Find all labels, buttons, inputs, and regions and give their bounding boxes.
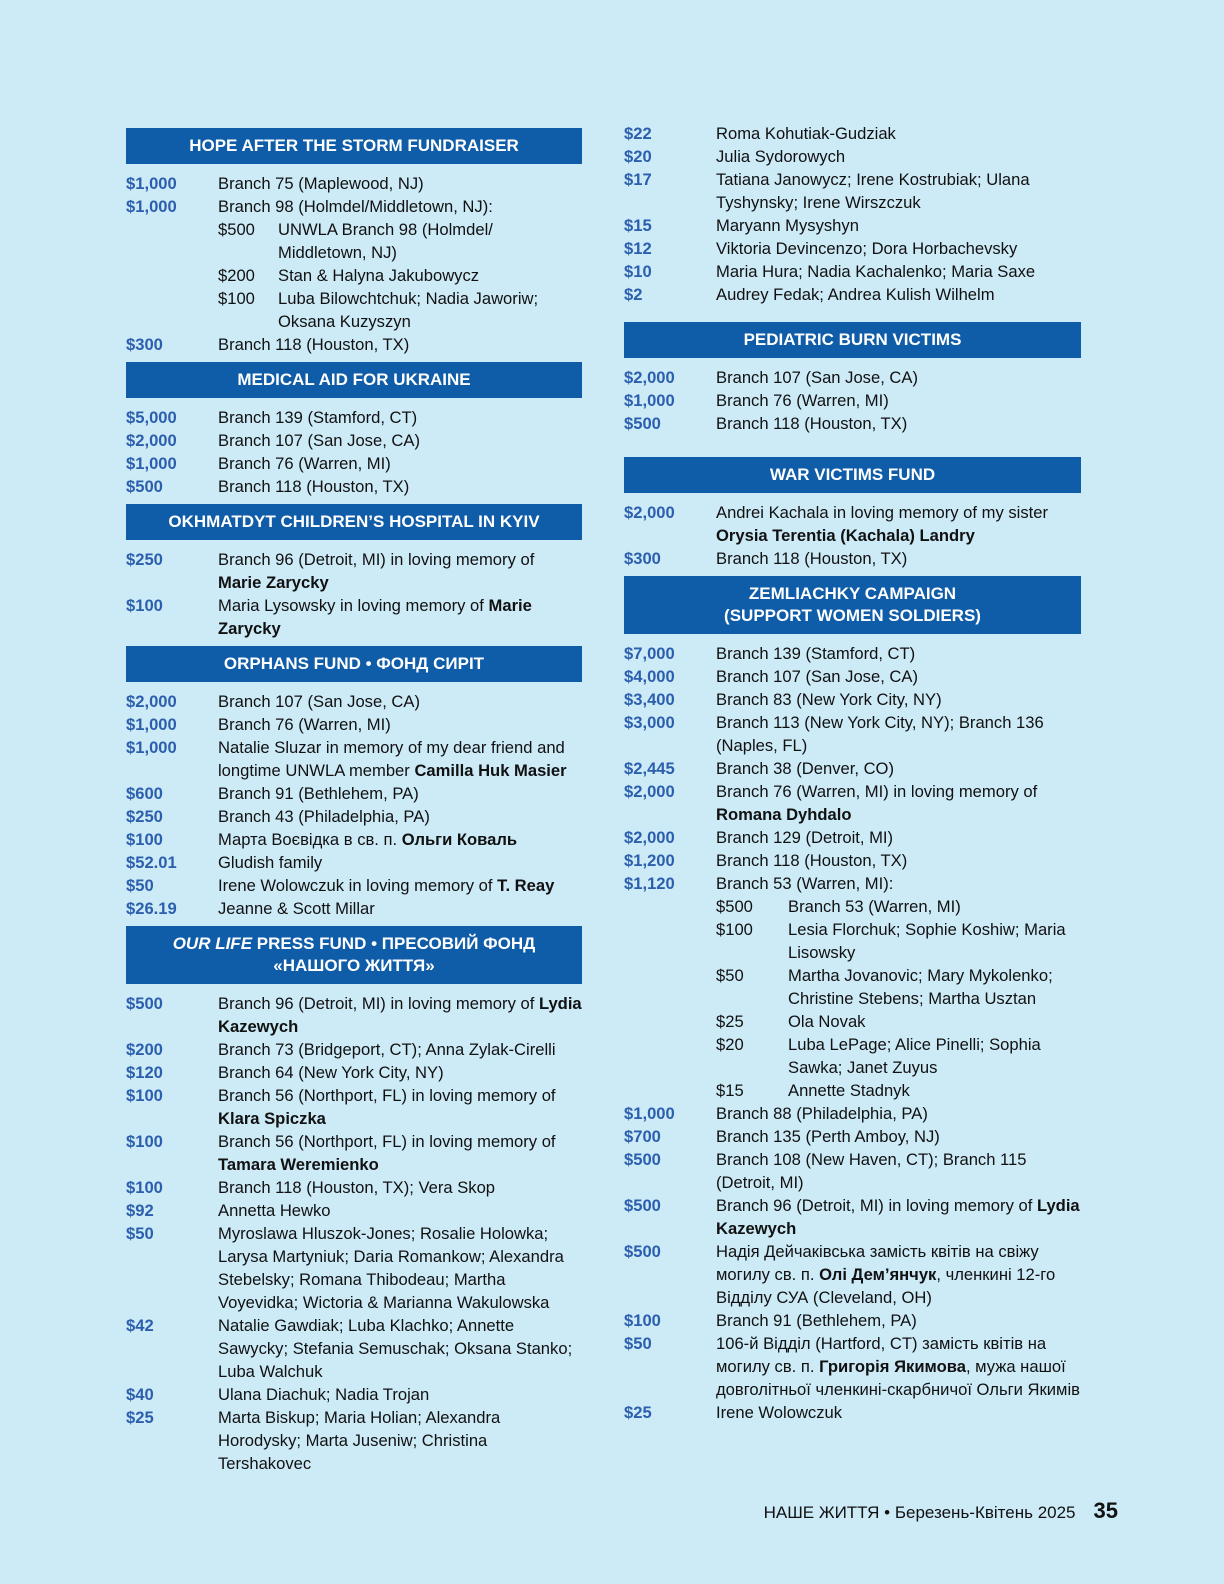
section-header-press-fund xyxy=(126,926,582,984)
list-item xyxy=(624,283,1081,306)
amount: $1,000 xyxy=(126,738,177,757)
amount: $700 xyxy=(624,1127,661,1146)
donor: Branch 98 (Holmdel/Middletown, NJ): xyxy=(218,197,493,216)
amount: $2,000 xyxy=(126,692,177,711)
amount: $200 xyxy=(126,1040,163,1059)
memorial-name: T. Reay xyxy=(497,876,555,895)
memorial-name: Олі Дем’янчук xyxy=(819,1265,937,1284)
donor: Myroslawa Hluszok-Jones; Rosalie Holowka; Larysa Martyniuk; Daria Romankow; Alexandra Stebelsky; Romana Thibodeau; Martha Voyevidka; Wictoria & Marianna Wakulowska xyxy=(218,1224,564,1312)
amount: $500 xyxy=(624,414,661,433)
list-item xyxy=(624,1309,1081,1332)
list-item xyxy=(624,711,1081,757)
amount: $500 xyxy=(126,477,163,496)
list-item xyxy=(624,122,1081,145)
list-item xyxy=(624,665,1081,688)
list-item xyxy=(126,429,582,452)
list-item xyxy=(126,1084,582,1130)
list-item xyxy=(624,872,1081,895)
list-item xyxy=(126,851,582,874)
amount: $1,000 xyxy=(624,391,675,410)
amount: $50 xyxy=(126,1224,154,1243)
list-item xyxy=(126,897,582,920)
section-title: OKHMATDYT CHILDREN’S HOSPITAL IN KYIV xyxy=(168,512,540,531)
donor: Branch 76 (Warren, MI) xyxy=(218,454,391,473)
list-item xyxy=(126,406,582,429)
section-title: PEDIATRIC BURN VICTIMS xyxy=(743,330,962,349)
amount: $1,120 xyxy=(624,874,675,893)
list-item xyxy=(624,1240,1081,1309)
donor xyxy=(218,736,582,782)
right-column xyxy=(624,122,1081,1424)
sub-donor: Luba Bilowchtchuk; Nadia Jaworiw; Oksana Kuzyszyn xyxy=(278,289,539,331)
section-header-hope xyxy=(126,128,582,164)
amount: $1,200 xyxy=(624,851,675,870)
sub-amount: $25 xyxy=(716,1012,744,1031)
amount: $100 xyxy=(126,1132,163,1151)
donor: Annetta Hewko xyxy=(218,1201,331,1220)
list-item xyxy=(624,366,1081,389)
list-item xyxy=(126,1314,582,1383)
amount: $250 xyxy=(126,807,163,826)
list-item xyxy=(624,849,1081,872)
donor xyxy=(218,1130,582,1176)
donor: Tatiana Janowycz; Irene Kostrubiak; Ulana Tyshynsky; Irene Wirszczuk xyxy=(716,170,1030,212)
memorial-name: Tamara Weremienko xyxy=(218,1155,379,1174)
donor-text: Branch 56 (Northport, FL) in loving memory of xyxy=(218,1086,556,1105)
donor-text-after: , членкині 12-го Відділу СУА (Cleveland, OH) xyxy=(716,1265,1056,1307)
donor: Jeanne & Scott Millar xyxy=(218,899,375,918)
amount: $25 xyxy=(126,1408,154,1427)
amount: $2,000 xyxy=(624,828,675,847)
footer-publication: НАШЕ ЖИТТЯ • Березень-Квітень 2025 xyxy=(763,1503,1076,1522)
amount: $4,000 xyxy=(624,667,675,686)
list-item xyxy=(624,826,1081,849)
page-number: 35 xyxy=(1093,1498,1118,1523)
amount: $1,000 xyxy=(624,1104,675,1123)
amount: $1,000 xyxy=(126,197,177,216)
list-item xyxy=(126,195,582,218)
donor xyxy=(218,828,582,851)
section-title: ORPHANS FUND • ФОНД СИРІТ xyxy=(223,654,485,673)
amount: $3,400 xyxy=(624,690,675,709)
page-footer xyxy=(764,1498,1118,1524)
donor: Branch 107 (San Jose, CA) xyxy=(218,692,420,711)
list-item xyxy=(126,172,582,195)
list-item xyxy=(126,1038,582,1061)
amount: $100 xyxy=(126,1086,163,1105)
donor-text: Maria Lysowsky in loving memory of xyxy=(218,596,484,615)
donor: Branch 113 (New York City, NY); Branch 136 (Naples, FL) xyxy=(716,713,1044,755)
sub-item xyxy=(218,264,582,287)
sub-donor: Branch 53 (Warren, MI) xyxy=(788,897,961,916)
donor-text: Branch 56 (Northport, FL) in loving memory of xyxy=(218,1132,556,1151)
sub-amount: $500 xyxy=(716,897,753,916)
donor: Viktoria Devincenzo; Dora Horbachevsky xyxy=(716,239,1018,258)
amount: $500 xyxy=(624,1196,661,1215)
sub-donor: Luba LePage; Alice Pinelli; Sophia Sawka; Janet Zuyus xyxy=(788,1035,1041,1077)
list-item xyxy=(624,1332,1081,1401)
donor: Branch 139 (Stamford, CT) xyxy=(716,644,916,663)
amount: $50 xyxy=(624,1334,652,1353)
donor: Branch 129 (Detroit, MI) xyxy=(716,828,894,847)
donor: Branch 107 (San Jose, CA) xyxy=(218,431,420,450)
sub-item xyxy=(218,218,582,264)
donor: Ulana Diachuk; Nadia Trojan xyxy=(218,1385,430,1404)
donor: Branch 38 (Denver, CO) xyxy=(716,759,894,778)
list-item xyxy=(126,690,582,713)
sub-donor: Ola Novak xyxy=(788,1012,866,1031)
donor: Branch 64 (New York City, NY) xyxy=(218,1063,444,1082)
list-item xyxy=(624,237,1081,260)
sub-amount: $50 xyxy=(716,966,744,985)
donor: Branch 91 (Bethlehem, PA) xyxy=(218,784,419,803)
donor: Branch 75 (Maplewood, NJ) xyxy=(218,174,424,193)
sub-item xyxy=(716,1079,1081,1102)
amount: $3,000 xyxy=(624,713,675,732)
sub-amount: $15 xyxy=(716,1081,744,1100)
section-title-line2: «НАШОГО ЖИТТЯ» xyxy=(273,956,435,975)
list-item xyxy=(126,1130,582,1176)
amount: $17 xyxy=(624,170,652,189)
list-item xyxy=(126,992,582,1038)
list-item xyxy=(624,547,1081,570)
amount: $2,000 xyxy=(126,431,177,450)
list-item xyxy=(624,780,1081,826)
list-item xyxy=(624,214,1081,237)
amount: $1,000 xyxy=(126,174,177,193)
left-column xyxy=(126,122,582,1475)
section-header-burn xyxy=(624,322,1081,358)
amount: $22 xyxy=(624,124,652,143)
list-item xyxy=(126,1199,582,1222)
donor-text-after: , мужа нашої довголітньої членкині-скарбничої Ольги Якимів xyxy=(716,1357,1080,1399)
donor: Branch 91 (Bethlehem, PA) xyxy=(716,1311,917,1330)
donor: Branch 73 (Bridgeport, CT); Anna Zylak-Cirelli xyxy=(218,1040,556,1059)
memorial-name: Marie Zarycky xyxy=(218,573,329,592)
sub-item xyxy=(716,918,1081,964)
sub-item xyxy=(716,895,1081,918)
sub-item xyxy=(218,287,582,333)
amount: $500 xyxy=(624,1150,661,1169)
donor: Branch 76 (Warren, MI) xyxy=(716,391,889,410)
amount: $2,000 xyxy=(624,782,675,801)
amount: $1,000 xyxy=(126,715,177,734)
amount: $100 xyxy=(126,830,163,849)
amount: $92 xyxy=(126,1201,154,1220)
amount: $10 xyxy=(624,262,652,281)
section-title: ZEMLIACHKY CAMPAIGN xyxy=(748,584,957,603)
donor: Branch 135 (Perth Amboy, NJ) xyxy=(716,1127,940,1146)
list-item xyxy=(624,389,1081,412)
donor: Branch 118 (Houston, TX) xyxy=(716,549,908,568)
donor-text: 106-й Відділ (Hartford, CT) замість квітів на могилу св. п. xyxy=(716,1334,1047,1376)
list-item xyxy=(126,548,582,594)
donor xyxy=(716,780,1081,826)
donor-text: Irene Wolowczuk in loving memory of xyxy=(218,876,493,895)
list-item xyxy=(624,412,1081,435)
sub-amount: $100 xyxy=(218,289,255,308)
donor: Julia Sydorowych xyxy=(716,147,846,166)
amount: $40 xyxy=(126,1385,154,1404)
donor-text: Branch 96 (Detroit, MI) in loving memory of xyxy=(218,550,535,569)
amount: $2,000 xyxy=(624,368,675,387)
memorial-name: Lydia Kazewych xyxy=(716,1196,1080,1238)
list-item xyxy=(624,168,1081,214)
list-item xyxy=(126,805,582,828)
amount: $50 xyxy=(126,876,154,895)
donor xyxy=(218,992,582,1038)
amount: $100 xyxy=(624,1311,661,1330)
donor-text: Andrei Kachala in loving memory of my sister xyxy=(716,503,1049,522)
amount: $26.19 xyxy=(126,899,177,918)
amount: $2,445 xyxy=(624,759,675,778)
section-header-medical xyxy=(126,362,582,398)
list-item xyxy=(126,828,582,851)
section-title: MEDICAL AID FOR UKRAINE xyxy=(237,370,471,389)
section-title: WAR VICTIMS FUND xyxy=(769,465,936,484)
donor: Branch 108 (New Haven, CT); Branch 115 (Detroit, MI) xyxy=(716,1150,1027,1192)
list-item xyxy=(126,475,582,498)
section-title: HOPE AFTER THE STORM FUNDRAISER xyxy=(189,136,519,155)
memorial-name: Ольги Коваль xyxy=(401,830,518,849)
amount: $52.01 xyxy=(126,853,177,872)
section-header-zemliachky xyxy=(624,576,1081,634)
donor: Branch 107 (San Jose, CA) xyxy=(716,667,918,686)
section-title: PRESS FUND • ПРЕСОВИЙ ФОНД xyxy=(252,934,536,953)
sub-donor: Stan & Halyna Jakubowycz xyxy=(278,266,480,285)
list-item xyxy=(126,782,582,805)
list-item xyxy=(126,1406,582,1475)
sub-donor: Annette Stadnyk xyxy=(788,1081,910,1100)
memorial-name: Romana Dyhdalo xyxy=(716,805,852,824)
donor: Branch 118 (Houston, TX) xyxy=(218,335,410,354)
sub-item xyxy=(716,1010,1081,1033)
amount: $15 xyxy=(624,216,652,235)
donor: Branch 107 (San Jose, CA) xyxy=(716,368,918,387)
sub-amount: $100 xyxy=(716,920,753,939)
list-item xyxy=(624,757,1081,780)
section-title-italic: OUR LIFE xyxy=(172,934,253,953)
donor-text: Надія Дейчаківська замість квітів на свіжу могилу св. п. xyxy=(716,1242,1039,1284)
memorial-name: Григорія Якимова xyxy=(819,1357,966,1376)
amount: $1,000 xyxy=(126,454,177,473)
sub-donor: Martha Jovanovic; Mary Mykolenko; Christine Stebens; Martha Usztan xyxy=(788,966,1053,1008)
donor: Branch 53 (Warren, MI): xyxy=(716,874,894,893)
list-item xyxy=(126,1176,582,1199)
donor xyxy=(716,1240,1081,1309)
memorial-name: Camilla Huk Masier xyxy=(414,761,567,780)
donor: Branch 118 (Houston, TX); Vera Skop xyxy=(218,1178,496,1197)
donor-text: Branch 96 (Detroit, MI) in loving memory of xyxy=(218,994,535,1013)
donor: Natalie Gawdiak; Luba Klachko; Annette Sawycky; Stefania Semuschak; Oksana Stanko; Luba Walchuk xyxy=(218,1316,573,1381)
donor: Marta Biskup; Maria Holian; Alexandra Horodysky; Marta Juseniw; Christina Tershakovec xyxy=(218,1408,501,1473)
donor xyxy=(218,874,582,897)
list-item xyxy=(624,1125,1081,1148)
amount: $600 xyxy=(126,784,163,803)
donor-text: Марта Воєвідка в св. п. xyxy=(218,830,398,849)
amount: $5,000 xyxy=(126,408,177,427)
amount: $25 xyxy=(624,1403,652,1422)
donor xyxy=(716,501,1081,547)
donor: Branch 83 (New York City, NY) xyxy=(716,690,942,709)
amount: $7,000 xyxy=(624,644,675,663)
sub-amount: $20 xyxy=(716,1035,744,1054)
section-title-line2: (SUPPORT WOMEN SOLDIERS) xyxy=(724,606,981,625)
donor: Branch 118 (Houston, TX) xyxy=(716,851,908,870)
memorial-name: Klara Spiczka xyxy=(218,1109,326,1128)
list-item xyxy=(624,260,1081,283)
sub-amount: $200 xyxy=(218,266,255,285)
section-header-okhmatdyt xyxy=(126,504,582,540)
donor: Branch 76 (Warren, MI) xyxy=(218,715,391,734)
donor: Branch 43 (Philadelphia, PA) xyxy=(218,807,430,826)
list-item xyxy=(126,713,582,736)
amount: $250 xyxy=(126,550,163,569)
sub-donor: UNWLA Branch 98 (Holmdel/ Middletown, NJ) xyxy=(278,220,493,262)
list-item xyxy=(126,1222,582,1314)
list-item xyxy=(624,688,1081,711)
donor: Roma Kohutiak-Gudziak xyxy=(716,124,896,143)
donor: Audrey Fedak; Andrea Kulish Wilhelm xyxy=(716,285,995,304)
donor-text: Natalie Sluzar in memory of my dear friend and longtime UNWLA member xyxy=(218,738,565,780)
list-item xyxy=(126,1383,582,1406)
list-item xyxy=(126,874,582,897)
section-header-orphans xyxy=(126,646,582,682)
list-item xyxy=(624,145,1081,168)
sub-item xyxy=(716,964,1081,1010)
list-item xyxy=(624,1148,1081,1194)
donor: Irene Wolowczuk xyxy=(716,1403,843,1422)
donor-text: Branch 96 (Detroit, MI) in loving memory of xyxy=(716,1196,1033,1215)
sub-item xyxy=(716,1033,1081,1079)
donor: Gludish family xyxy=(218,853,323,872)
list-item xyxy=(624,1102,1081,1125)
list-item xyxy=(126,1061,582,1084)
list-item xyxy=(126,452,582,475)
memorial-name: Orysia Terentia (Kachala) Landry xyxy=(716,526,975,545)
donor: Maria Hura; Nadia Kachalenko; Maria Saxe xyxy=(716,262,1036,281)
donor: Maryann Mysyshyn xyxy=(716,216,859,235)
list-item xyxy=(126,333,582,356)
donor: Branch 118 (Houston, TX) xyxy=(218,477,410,496)
amount: $500 xyxy=(126,994,163,1013)
donor xyxy=(716,1194,1081,1240)
donor xyxy=(218,548,582,594)
donor xyxy=(218,1084,582,1130)
amount: $500 xyxy=(624,1242,661,1261)
sub-donor: Lesia Florchuk; Sophie Koshiw; Maria Lisowsky xyxy=(788,920,1066,962)
amount: $12 xyxy=(624,239,652,258)
amount: $20 xyxy=(624,147,652,166)
list-item xyxy=(624,1194,1081,1240)
list-item xyxy=(624,1401,1081,1424)
donor: Branch 88 (Philadelphia, PA) xyxy=(716,1104,928,1123)
list-item xyxy=(624,501,1081,547)
amount: $2 xyxy=(624,285,643,304)
amount: $42 xyxy=(126,1316,154,1335)
amount: $2,000 xyxy=(624,503,675,522)
section-header-war xyxy=(624,457,1081,493)
amount: $100 xyxy=(126,596,163,615)
donor xyxy=(716,1332,1081,1401)
list-item xyxy=(624,642,1081,665)
memorial-name: Lydia Kazewych xyxy=(218,994,582,1036)
sub-amount: $500 xyxy=(218,220,255,239)
donor xyxy=(218,594,582,640)
donor: Branch 139 (Stamford, CT) xyxy=(218,408,418,427)
amount: $120 xyxy=(126,1063,163,1082)
list-item xyxy=(126,594,582,640)
amount: $100 xyxy=(126,1178,163,1197)
amount: $300 xyxy=(624,549,661,568)
memorial-name: Marie Zarycky xyxy=(218,596,532,638)
list-item xyxy=(126,736,582,782)
donor: Branch 118 (Houston, TX) xyxy=(716,414,908,433)
amount: $300 xyxy=(126,335,163,354)
donor-text: Branch 76 (Warren, MI) in loving memory of xyxy=(716,782,1038,801)
